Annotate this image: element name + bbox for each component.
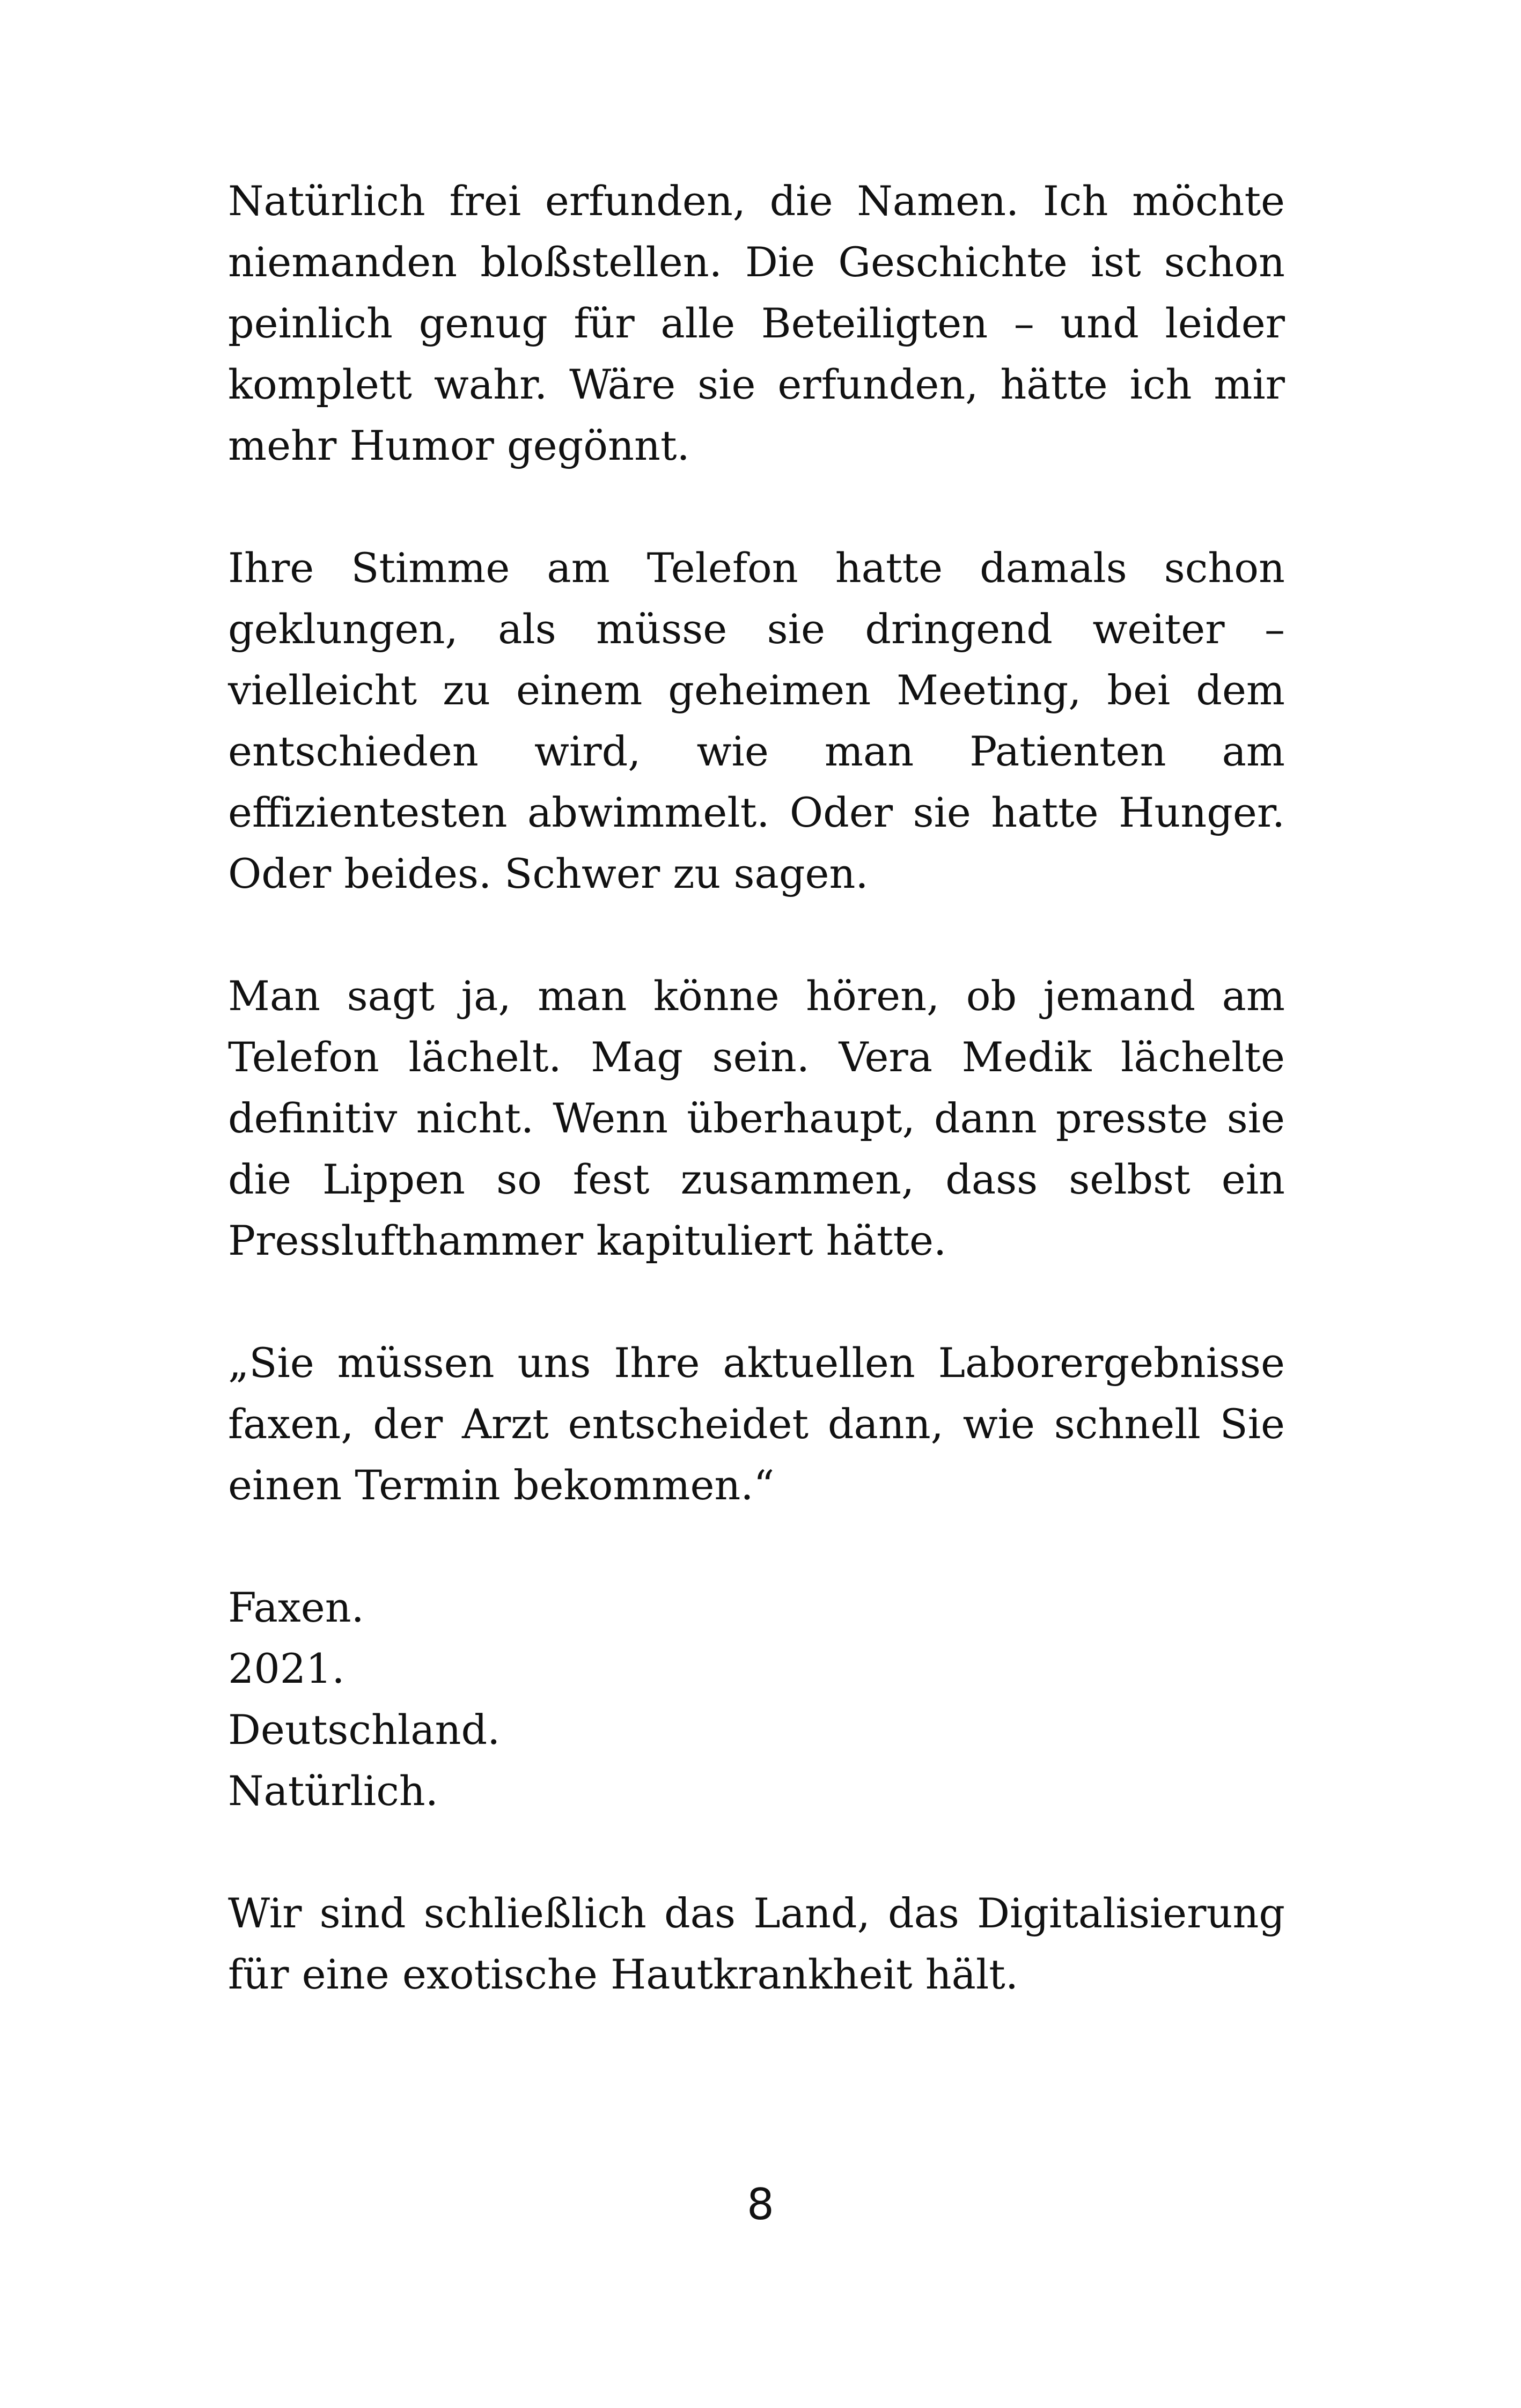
short-line-year: 2021. (228, 1645, 345, 1692)
short-line-faxen: Faxen. (228, 1584, 364, 1631)
paragraph-digitalization: Wir sind schließlich das Land, das Digitalisierung für eine exotische Hautkrankheit hält. (228, 1889, 1285, 1998)
paragraph-names-disclaimer: Natürlich frei erfunden, die Namen. Ich möchte niemanden bloßstellen. Die Geschichte ist schon peinlich genug für alle Beteiligten – und leider komplett wahr. Wäre sie erfunden, hätte ich mir mehr Humor gegönnt. (228, 177, 1285, 469)
body-text (228, 171, 1285, 2066)
short-line-naturally: Natürlich. (228, 1767, 438, 1815)
short-lines-block (228, 1577, 1285, 1822)
paragraph-quote-fax: „Sie müssen uns Ihre aktuellen Laborergebnisse faxen, der Arzt entscheidet dann, wie schnell Sie einen Termin bekommen.“ (228, 1339, 1285, 1509)
paragraph-smile: Man sagt ja, man könne hören, ob jemand am Telefon lächelt. Mag sein. Vera Medik lächelte definitiv nicht. Wenn überhaupt, dann presste sie die Lippen so fest zusammen, dass selbst ein Presslufthammer kapituliert hätte. (228, 972, 1285, 1264)
short-line-country: Deutschland. (228, 1706, 501, 1754)
page-number: 8 (747, 2179, 774, 2229)
paragraph-phone-voice: Ihre Stimme am Telefon hatte damals schon geklungen, als müsse sie dringend weiter – vielleicht zu einem geheimen Meeting, bei dem entschieden wird, wie man Patienten am effizientesten abwimmelt. Oder sie hatte Hunger. Oder beides. Schwer zu sagen. (228, 544, 1285, 897)
